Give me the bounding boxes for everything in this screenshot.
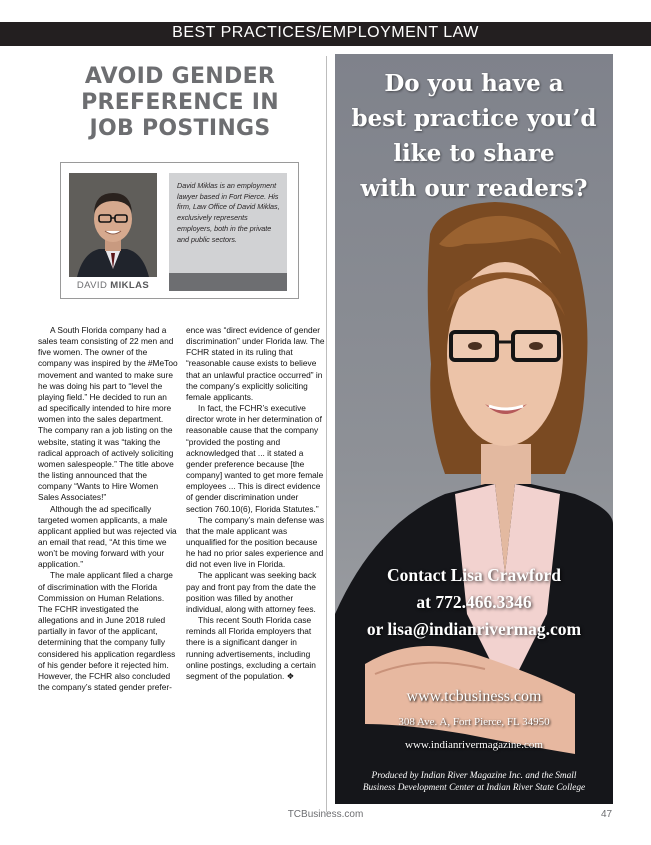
- article-paragraph: The company’s main defense was that the male applicant was unqualified for the position because he had no prior sales experience and did not even live in Florida.: [186, 514, 324, 570]
- section-banner: [0, 22, 651, 46]
- ad-magazine-link[interactable]: www.indianrivermagazine.com: [405, 739, 543, 751]
- ad-question-line: like to share: [393, 140, 555, 167]
- author-last-name: MIKLAS: [110, 280, 150, 291]
- section-banner-text: BEST PRACTICES/EMPLOYMENT LAW: [172, 24, 479, 41]
- ad-credit-line: Business Development Center at Indian River State College: [362, 783, 586, 793]
- author-first-name: DAVID: [76, 280, 108, 291]
- ad-website-link[interactable]: www.tcbusiness.com: [406, 688, 542, 705]
- author-bio-box: [60, 162, 299, 299]
- author-name-caption: [69, 280, 157, 291]
- page-number: 47: [601, 809, 613, 820]
- column-divider: [326, 56, 327, 812]
- article-paragraph: A South Florida company had a sales team consisting of 22 men and five women. The owner of the company was inspired by the #MeToo movement and wanted to make sure he was doing his part to “level the playing field.” He decided to run an ad specifically intended to hire more women into the sales department. The company ran a job listing on the website, stating it was “taking the radical approach of actively soliciting women salespeople.” The title above the listing announced that the company “Wants to Hire Women Sales Associates!”: [38, 325, 178, 503]
- article-paragraph: Although the ad specifically targeted women applicants, a male applicant applied but was rejected via an email that read, “At this time we won’t be moving forward with your application.”: [38, 503, 177, 570]
- ad-credit: [335, 770, 613, 794]
- article-paragraph: In fact, the FCHR’s executive director wrote in her determination of reasonable cause that the company “provided the posting and acknowledged that ... it stated a gender preference because [the company] wanted to get more female employees ... This is direct evidence of gender discrimination under section 760.10(6), Florida Statutes.”: [186, 403, 324, 514]
- author-bio-text: David Miklas is an employment lawyer based in Fort Pierce. His firm, Law Office of David Miklas, exclusively represents employers, both in the private and public sectors.: [177, 181, 280, 244]
- article-paragraph: The applicant was seeking back pay and front pay from the date the position was filled by another individual, along with attorney fees.: [186, 570, 317, 614]
- article-paragraph: This recent South Florida case reminds all Florida employers that there is a significant danger in running advertisements, including online postings, excluding a certain segment of the population. ❖: [186, 615, 316, 681]
- ad-question: [335, 66, 613, 206]
- article-column-2: [186, 325, 326, 682]
- ad-question-line: with our readers?: [360, 175, 588, 202]
- bio-panel-bar: [169, 273, 287, 291]
- ad-contact-name: Contact Lisa Crawford: [386, 565, 561, 585]
- advertisement-panel: [335, 54, 613, 804]
- ad-address: 308 Ave. A, Fort Pierce, FL 34950: [398, 716, 550, 728]
- footer-site: TCBusiness.com: [287, 809, 364, 820]
- ad-question-line: Do you have a: [384, 70, 564, 97]
- ad-contact: [335, 562, 613, 643]
- ad-contact-phone: at 772.466.3346: [416, 592, 532, 612]
- ad-question-line: best practice you’d: [351, 105, 597, 132]
- headline-line: PREFERENCE IN: [81, 90, 279, 115]
- article-paragraph: The male applicant filed a charge of discrimination with the Florida Commission on Human Relations. The FCHR investigated the allegations and in June 2018 ruled partially in favor of the applicant, determining that the company fully considered his application regardless of his gender before it rejected him. However, the FCHR also concluded the company’s stated gender prefer-: [38, 570, 176, 692]
- author-bio-panel: [169, 173, 287, 291]
- headline-line: AVOID GENDER: [84, 64, 276, 89]
- article-column-1: [38, 325, 178, 693]
- headline-line: JOB POSTINGS: [89, 116, 271, 141]
- ad-contact-email[interactable]: or lisa@indianrivermag.com: [366, 619, 582, 639]
- author-photo: [69, 173, 157, 277]
- article-headline: [60, 64, 300, 142]
- article-paragraph: ence was “direct evidence of gender discrimination” under Florida law. The FCHR stated in its ruling that “reasonable cause exists to believe that an unlawful practice occurred” in the company’s explicitly soliciting female applicants.: [186, 325, 325, 402]
- ad-credit-line: Produced by Indian River Magazine Inc. and the Small: [371, 771, 577, 781]
